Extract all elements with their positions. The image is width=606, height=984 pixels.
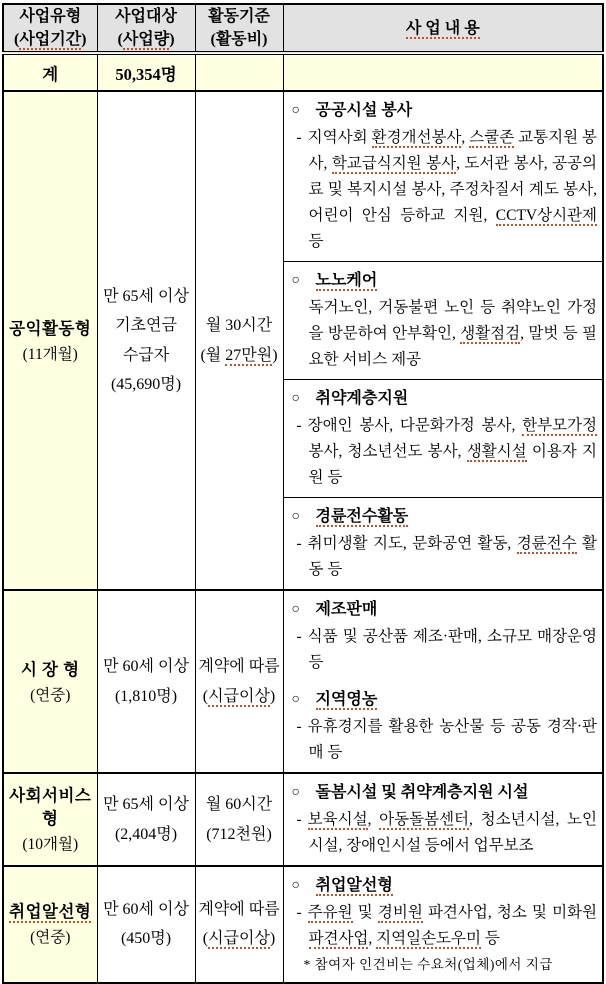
section-body-text: 독거노인, 거동불편 노인 등 취약노인 가정을 방문하여 안부확인, 생활점검, 말벗 등 필요한 서비스 제공 bbox=[308, 299, 597, 369]
section-heading-text: 경륜전수활동 bbox=[315, 508, 409, 526]
cell-content-section bbox=[283, 773, 603, 866]
header-col-type: 사업유형 (사업기간) bbox=[3, 4, 97, 53]
section-body bbox=[292, 531, 598, 583]
section-heading-text: 취업알선형 bbox=[315, 877, 393, 895]
dash-mark: - bbox=[296, 904, 302, 922]
cell-standard: 계약에 따름 (시급이상) bbox=[195, 866, 283, 982]
circle-bullet-icon: ○ bbox=[291, 785, 300, 801]
section-heading bbox=[292, 268, 598, 294]
cell-type bbox=[3, 91, 97, 590]
cell-standard: 계약에 따름 (시급이상) bbox=[195, 590, 283, 773]
section-body bbox=[292, 125, 598, 255]
section-heading bbox=[292, 873, 598, 899]
cell-content-section bbox=[283, 262, 603, 380]
program-row-job-placement bbox=[3, 866, 603, 982]
cell-content-section bbox=[283, 380, 603, 498]
cell-type bbox=[3, 590, 97, 773]
section-body-text: 식품 및 공산품 제조·판매, 소규모 매장운영 등 bbox=[307, 628, 597, 672]
content-section bbox=[292, 386, 598, 491]
total-empty-content bbox=[283, 53, 603, 91]
circle-bullet-icon: ○ bbox=[291, 692, 300, 708]
content-section bbox=[292, 780, 598, 859]
section-body bbox=[292, 295, 598, 373]
section-body bbox=[292, 624, 598, 676]
cell-content-section bbox=[283, 866, 603, 982]
dash-mark: - bbox=[296, 628, 302, 646]
cell-target: 만 65세 이상 기초연금 수급자 (45,690명) bbox=[97, 91, 195, 590]
circle-bullet-icon: ○ bbox=[291, 273, 300, 289]
section-heading bbox=[292, 98, 598, 124]
dash-mark: - bbox=[296, 535, 302, 553]
cell-content-section bbox=[283, 498, 603, 590]
section-body bbox=[292, 900, 598, 952]
total-value: 50,354명 bbox=[97, 53, 195, 91]
program-row-public-service bbox=[3, 91, 603, 262]
section-heading bbox=[292, 504, 598, 530]
section-body bbox=[292, 807, 598, 859]
program-period: (10개월) bbox=[22, 836, 79, 854]
content-section bbox=[292, 98, 598, 255]
section-heading bbox=[292, 597, 598, 623]
content-section bbox=[292, 687, 598, 766]
header-col-standard: 활동기준 (활동비) bbox=[195, 4, 283, 53]
section-heading-text: 노노케어 bbox=[315, 272, 378, 290]
circle-bullet-icon: ○ bbox=[291, 391, 300, 407]
program-name: 공익활동형 bbox=[9, 318, 92, 338]
section-body-text: 지역사회 환경개선봉사, 스쿨존 교통지원 봉사, 학교급식지원 봉사, 도서관 봉사, 공공의료 및 복지시설 봉사, 주정차질서 계도 봉사, 어린이 안심 등하교 지원, CCTV상시관제 등 bbox=[307, 129, 597, 251]
section-body bbox=[292, 413, 598, 491]
program-period: (11개월) bbox=[22, 345, 78, 363]
total-label: 계 bbox=[3, 53, 97, 91]
cell-target: 만 60세 이상 (1,810명) bbox=[97, 590, 195, 773]
total-row bbox=[3, 53, 603, 91]
section-heading-text: 돌봄시설 및 취약계층지원 시설 bbox=[315, 784, 529, 802]
program-name: 사회서비스형 bbox=[9, 786, 92, 829]
circle-bullet-icon: ○ bbox=[291, 509, 300, 525]
section-note: * 참여자 인건비는 수요처(업체)에서 지급 bbox=[303, 957, 553, 973]
section-heading-text: 지역영농 bbox=[315, 691, 378, 709]
program-name: 시 장 형 bbox=[20, 659, 80, 679]
content-section bbox=[292, 597, 598, 676]
cell-type bbox=[3, 773, 97, 866]
dash-mark: - bbox=[296, 718, 302, 736]
section-body-text: 장애인 봉사, 다문화가정 봉사, 한부모가정 봉사, 청소년선도 봉사, 생활시설 이용자 지원 등 bbox=[307, 417, 597, 487]
section-heading bbox=[292, 687, 598, 713]
section-body-text: 보육시설, 아동돌봄센터, 청소년시설, 노인시설, 장애인시설 등에서 업무보조 bbox=[307, 811, 598, 855]
header-col-target: 사업대상 (사업량) bbox=[97, 4, 195, 53]
content-section bbox=[292, 268, 598, 373]
content-section bbox=[292, 873, 598, 975]
circle-bullet-icon: ○ bbox=[291, 878, 300, 894]
cell-type bbox=[3, 866, 97, 982]
section-body-text: 주유원 및 경비원 파견사업, 청소 및 미화원 파견사업, 지역일손도우미 등 bbox=[307, 904, 597, 948]
section-heading-text: 공공시설 봉사 bbox=[315, 102, 413, 120]
dash-mark: - bbox=[296, 811, 302, 829]
section-body-text: 유휴경지를 활용한 농산물 등 공동 경작·판매 등 bbox=[307, 718, 597, 762]
section-heading-text: 취약계층지원 bbox=[315, 390, 409, 408]
header-col-content: 사 업 내 용 bbox=[283, 4, 603, 53]
program-period: (연중) bbox=[30, 686, 71, 704]
dash-mark: - bbox=[296, 129, 302, 147]
program-period: (연중) bbox=[30, 929, 71, 947]
cell-target: 만 60세 이상 (450명) bbox=[97, 866, 195, 982]
content-section bbox=[292, 504, 598, 583]
section-body-text: 취미생활 지도, 문화공연 활동, 경륜전수 활동 등 bbox=[307, 535, 597, 579]
cell-content-section bbox=[283, 590, 603, 773]
cell-content-section bbox=[283, 91, 603, 262]
program-row-social-service bbox=[3, 773, 603, 866]
program-table bbox=[2, 3, 604, 984]
cell-standard: 월 60시간 (712천원) bbox=[195, 773, 283, 866]
section-heading-text: 제조판매 bbox=[315, 601, 378, 619]
section-heading bbox=[292, 780, 598, 806]
total-empty-standard bbox=[195, 53, 283, 91]
table-header-row bbox=[3, 4, 603, 53]
program-row-market bbox=[3, 590, 603, 773]
section-heading bbox=[292, 386, 598, 412]
cell-target: 만 65세 이상 (2,404명) bbox=[97, 773, 195, 866]
section-body bbox=[292, 714, 598, 766]
dash-mark: - bbox=[296, 417, 302, 435]
program-name: 취업알선형 bbox=[9, 902, 92, 922]
cell-standard: 월 30시간 (월 27만원) bbox=[195, 91, 283, 590]
circle-bullet-icon: ○ bbox=[291, 103, 300, 119]
circle-bullet-icon: ○ bbox=[291, 602, 300, 618]
